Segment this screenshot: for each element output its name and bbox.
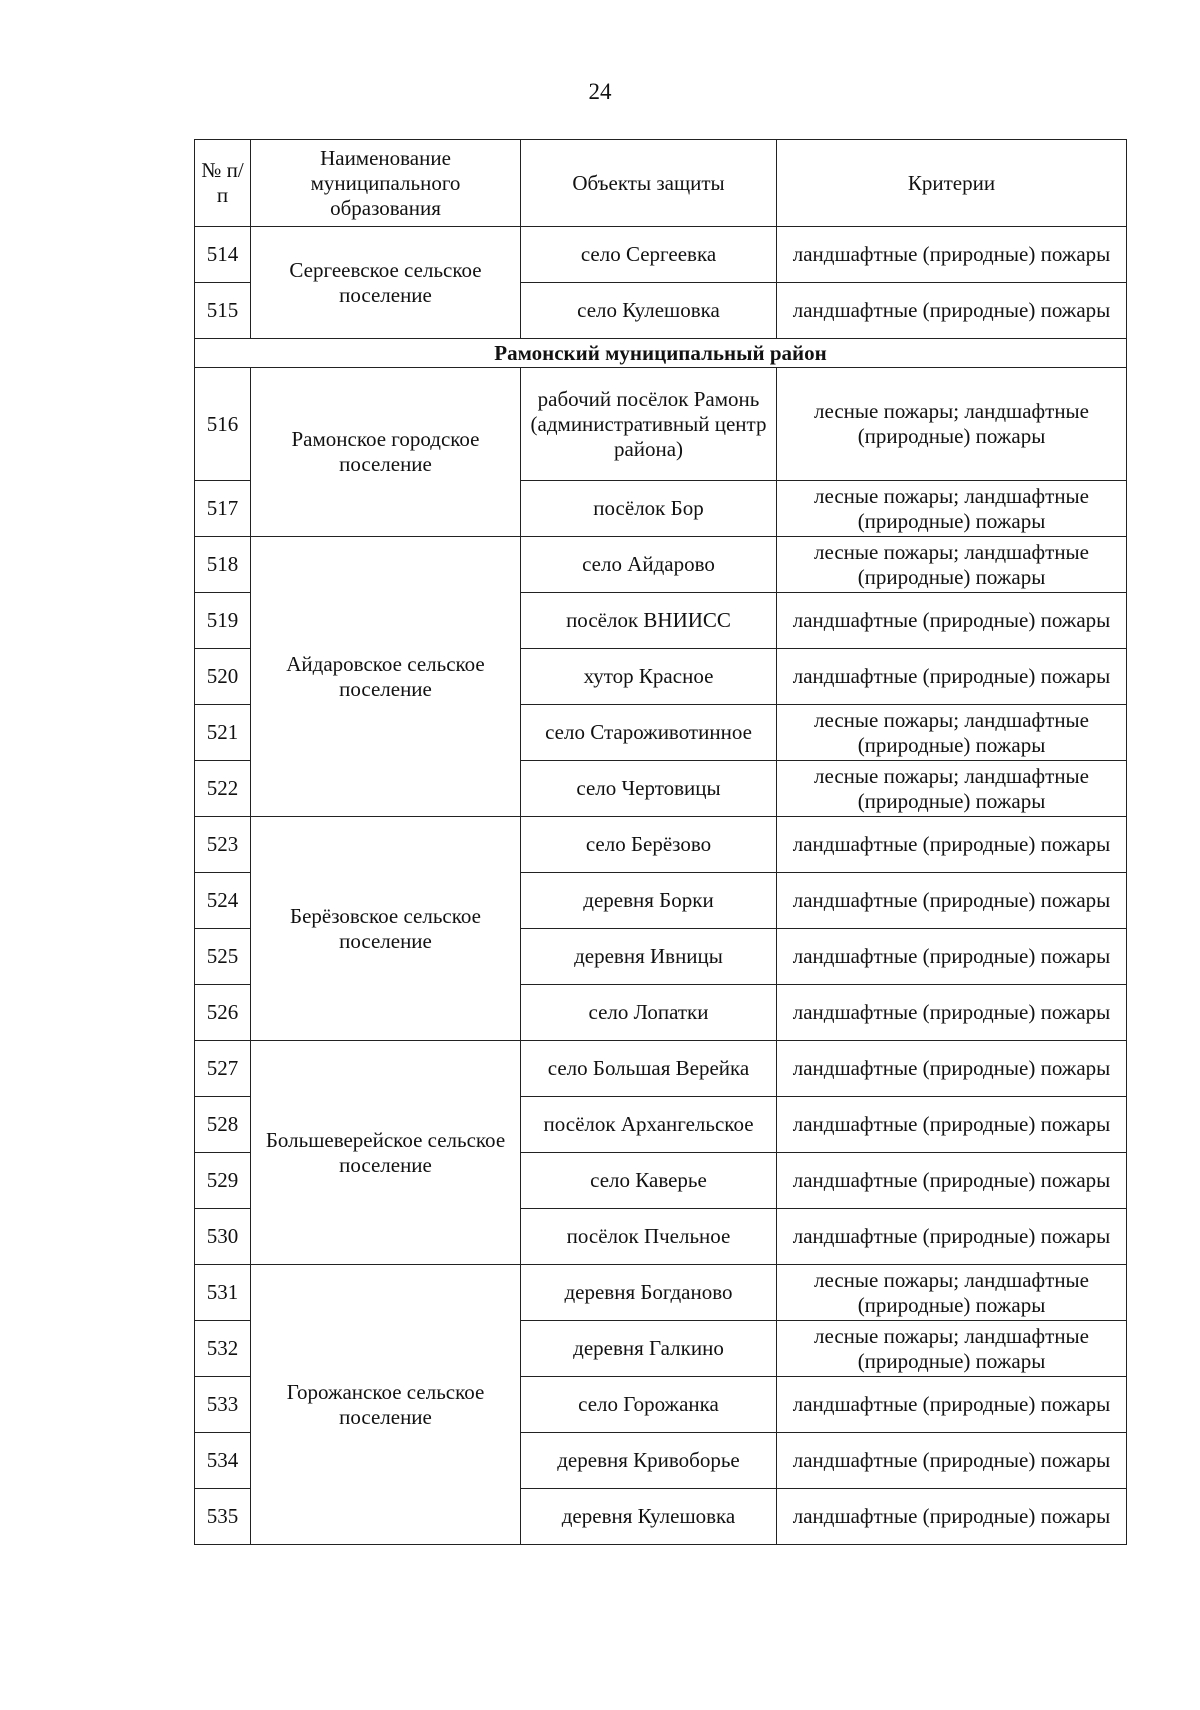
row-number: 523 (195, 817, 251, 873)
row-number: 527 (195, 1041, 251, 1097)
table-body (195, 227, 1127, 1545)
table-row (195, 227, 1127, 283)
column-header-criteria: Критерии (777, 140, 1127, 227)
row-number: 525 (195, 929, 251, 985)
row-number: 519 (195, 593, 251, 649)
criteria: ландшафтные (природные) пожары (777, 649, 1127, 705)
municipality-name: Сергеевское сельское поселение (251, 227, 521, 339)
protection-object: деревня Кулешовка (521, 1489, 777, 1545)
municipality-name: Берёзовское сельское поселение (251, 817, 521, 1041)
criteria: ландшафтные (природные) пожары (777, 593, 1127, 649)
criteria: ландшафтные (природные) пожары (777, 817, 1127, 873)
table-row (195, 1265, 1127, 1321)
row-number: 534 (195, 1433, 251, 1489)
criteria: ландшафтные (природные) пожары (777, 873, 1127, 929)
municipality-name: Рамонское городское поселение (251, 368, 521, 537)
criteria: лесные пожары; ландшафтные (природные) пожары (777, 368, 1127, 481)
column-header-objects: Объекты защиты (521, 140, 777, 227)
criteria: ландшафтные (природные) пожары (777, 1489, 1127, 1545)
column-header-municipality: Наименование муниципального образования (251, 140, 521, 227)
criteria: лесные пожары; ландшафтные (природные) пожары (777, 537, 1127, 593)
criteria: ландшафтные (природные) пожары (777, 1153, 1127, 1209)
protection-object: деревня Богданово (521, 1265, 777, 1321)
row-number: 528 (195, 1097, 251, 1153)
criteria: ландшафтные (природные) пожары (777, 929, 1127, 985)
criteria: ландшафтные (природные) пожары (777, 1097, 1127, 1153)
row-number: 518 (195, 537, 251, 593)
row-number: 514 (195, 227, 251, 283)
protection-object: село Кулешовка (521, 283, 777, 339)
protection-object: село Горожанка (521, 1377, 777, 1433)
criteria: лесные пожары; ландшафтные (природные) пожары (777, 1321, 1127, 1377)
protection-object: село Сергеевка (521, 227, 777, 283)
district-row (195, 339, 1127, 368)
criteria: ландшафтные (природные) пожары (777, 1209, 1127, 1265)
page-number: 24 (588, 79, 612, 104)
row-number: 526 (195, 985, 251, 1041)
protection-object: село Каверье (521, 1153, 777, 1209)
protection-object: деревня Кривоборье (521, 1433, 777, 1489)
protection-object: посёлок Пчельное (521, 1209, 777, 1265)
row-number: 535 (195, 1489, 251, 1545)
criteria: ландшафтные (природные) пожары (777, 1377, 1127, 1433)
row-number: 529 (195, 1153, 251, 1209)
table-row (195, 537, 1127, 593)
municipality-name: Айдаровское сельское поселение (251, 537, 521, 817)
protection-object: рабочий посёлок Рамонь (административный центр района) (521, 368, 777, 481)
row-number: 515 (195, 283, 251, 339)
criteria: лесные пожары; ландшафтные (природные) пожары (777, 761, 1127, 817)
protection-object: село Берёзово (521, 817, 777, 873)
criteria: лесные пожары; ландшафтные (природные) пожары (777, 705, 1127, 761)
protection-objects-table (194, 139, 1127, 1545)
criteria: ландшафтные (природные) пожары (777, 283, 1127, 339)
protection-object: село Чертовицы (521, 761, 777, 817)
row-number: 521 (195, 705, 251, 761)
table-row (195, 817, 1127, 873)
row-number: 532 (195, 1321, 251, 1377)
protection-object: село Староживотинное (521, 705, 777, 761)
municipality-name: Горожанское сельское поселение (251, 1265, 521, 1545)
row-number: 530 (195, 1209, 251, 1265)
protection-object: деревня Борки (521, 873, 777, 929)
table-row (195, 368, 1127, 481)
protection-object: посёлок ВНИИСС (521, 593, 777, 649)
row-number: 517 (195, 481, 251, 537)
protection-object: деревня Галкино (521, 1321, 777, 1377)
criteria: лесные пожары; ландшафтные (природные) пожары (777, 1265, 1127, 1321)
criteria: лесные пожары; ландшафтные (природные) пожары (777, 481, 1127, 537)
criteria: ландшафтные (природные) пожары (777, 1041, 1127, 1097)
criteria: ландшафтные (природные) пожары (777, 985, 1127, 1041)
row-number: 522 (195, 761, 251, 817)
row-number: 524 (195, 873, 251, 929)
district-name: Рамонский муниципальный район (195, 339, 1127, 368)
row-number: 516 (195, 368, 251, 481)
criteria: ландшафтные (природные) пожары (777, 227, 1127, 283)
protection-object: село Лопатки (521, 985, 777, 1041)
row-number: 531 (195, 1265, 251, 1321)
protection-object: хутор Красное (521, 649, 777, 705)
row-number: 520 (195, 649, 251, 705)
table-row (195, 1041, 1127, 1097)
municipality-name: Большеверейское сельское поселение (251, 1041, 521, 1265)
protection-object: село Большая Верейка (521, 1041, 777, 1097)
protection-object: деревня Ивницы (521, 929, 777, 985)
row-number: 533 (195, 1377, 251, 1433)
criteria: ландшафтные (природные) пожары (777, 1433, 1127, 1489)
protection-object: посёлок Архангельское (521, 1097, 777, 1153)
table-header-row (195, 140, 1127, 227)
protection-object: посёлок Бор (521, 481, 777, 537)
column-header-number: № п/п (195, 140, 251, 227)
protection-object: село Айдарово (521, 537, 777, 593)
